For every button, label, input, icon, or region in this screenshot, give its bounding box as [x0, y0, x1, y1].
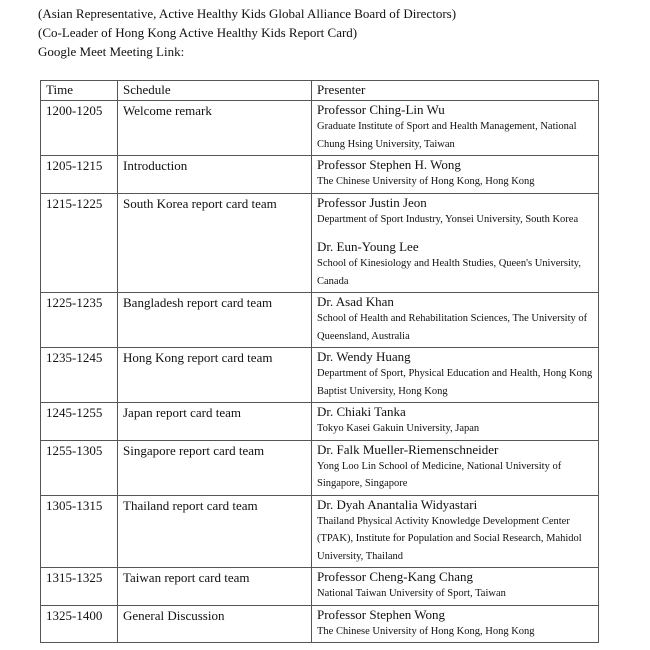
- schedule-table: [40, 80, 599, 643]
- presenter-name: Professor Ching-Lin Wu: [317, 102, 445, 117]
- schedule-cell: Japan report card team: [118, 403, 312, 441]
- header-meet-link-label: Google Meet Meeting Link:: [38, 44, 185, 59]
- column-header-presenter: Presenter: [312, 81, 599, 101]
- schedule-cell: Hong Kong report card team: [118, 348, 312, 403]
- table-row: [41, 293, 599, 348]
- time-cell: 1200-1205: [41, 101, 118, 156]
- column-header-time: Time: [41, 81, 118, 101]
- presenter-name: Dr. Wendy Huang: [317, 349, 411, 364]
- schedule-cell: General Discussion: [118, 605, 312, 643]
- presenter-spacer: [317, 228, 593, 239]
- presenter-affiliation: Yong Loo Lin School of Medicine, National University of Singapore, Singapore: [317, 460, 562, 489]
- time-cell: 1255-1305: [41, 440, 118, 495]
- presenter-name: Dr. Dyah Anantalia Widyastari: [317, 496, 478, 512]
- presenter-affiliation: Thailand Physical Activity Knowledge Development Center (TPAK), Institute for Population and Social Research, Mahidol University, Thailand: [317, 515, 582, 562]
- time-cell: 1225-1235: [41, 293, 118, 348]
- time-cell: 1325-1400: [41, 605, 118, 643]
- table-row: [41, 348, 599, 403]
- presenter-name: Professor Justin Jeon: [317, 194, 427, 210]
- schedule-cell: South Korea report card team: [118, 193, 312, 293]
- presenter-affiliation: Department of Sport Industry, Yonsei University, South Korea: [317, 213, 579, 225]
- table-row: [41, 101, 599, 156]
- schedule-cell: Taiwan report card team: [118, 568, 312, 606]
- presenter-cell: [312, 403, 599, 441]
- table-row: [41, 440, 599, 495]
- table-row: [41, 495, 599, 568]
- presenter-name: Professor Stephen Wong: [317, 606, 445, 622]
- header-coleader-line: (Co-Leader of Hong Kong Active Healthy Kids Report Card): [38, 25, 358, 40]
- presenter-cell: [312, 605, 599, 643]
- table-row: [41, 605, 599, 643]
- presenter-name: Dr. Falk Mueller-Riemenschneider: [317, 441, 499, 457]
- presenter-cell: [312, 495, 599, 568]
- presenter-affiliation: Graduate Institute of Sport and Health Management, National Chung Hsing University, Taiwan: [317, 121, 577, 150]
- time-cell: 1245-1255: [41, 403, 118, 441]
- presenter-affiliation: Department of Sport, Physical Education and Health, Hong Kong Baptist University, Hong Kong: [317, 368, 593, 397]
- presenter-name: Professor Stephen H. Wong: [317, 157, 461, 172]
- schedule-cell: Introduction: [118, 156, 312, 194]
- schedule-cell: Thailand report card team: [118, 495, 312, 568]
- column-header-schedule: Schedule: [118, 81, 312, 101]
- presenter-name: Dr. Asad Khan: [317, 294, 394, 309]
- time-cell: 1315-1325: [41, 568, 118, 606]
- table-row: [41, 156, 599, 194]
- presenter-name: Dr. Chiaki Tanka: [317, 404, 406, 419]
- schedule-cell: Bangladesh report card team: [118, 293, 312, 348]
- table-row: [41, 403, 599, 441]
- table-header-row: [41, 81, 599, 101]
- table-row: [41, 193, 599, 293]
- time-cell: 1215-1225: [41, 193, 118, 293]
- presenter-name: Professor Cheng-Kang Chang: [317, 569, 473, 584]
- presenter-affiliation: School of Kinesiology and Health Studies, Queen's University, Canada: [317, 258, 581, 287]
- presenter-cell: [312, 568, 599, 606]
- presenter-affiliation: The Chinese University of Hong Kong, Hong Kong: [317, 625, 535, 637]
- time-cell: 1305-1315: [41, 495, 118, 568]
- presenter-cell: [312, 156, 599, 194]
- presenter-cell: [312, 348, 599, 403]
- presenter-affiliation: National Taiwan University of Sport, Taiwan: [317, 588, 506, 599]
- presenter-affiliation: School of Health and Rehabilitation Sciences, The University of Queensland, Australia: [317, 313, 588, 342]
- time-cell: 1235-1245: [41, 348, 118, 403]
- presenter-cell: [312, 101, 599, 156]
- schedule-cell: Singapore report card team: [118, 440, 312, 495]
- presenter-cell: [312, 293, 599, 348]
- presenter-name: Dr. Eun-Young Lee: [317, 239, 419, 254]
- presenter-cell: [312, 440, 599, 495]
- presenter-affiliation: Tokyo Kasei Gakuin University, Japan: [317, 423, 480, 434]
- schedule-cell: Welcome remark: [118, 101, 312, 156]
- table-row: [41, 568, 599, 606]
- presenter-affiliation: The Chinese University of Hong Kong, Hong Kong: [317, 176, 535, 187]
- time-cell: 1205-1215: [41, 156, 118, 194]
- presenter-cell: [312, 193, 599, 293]
- document-header: [38, 4, 456, 61]
- header-role-line: (Asian Representative, Active Healthy Kids Global Alliance Board of Directors): [38, 6, 457, 21]
